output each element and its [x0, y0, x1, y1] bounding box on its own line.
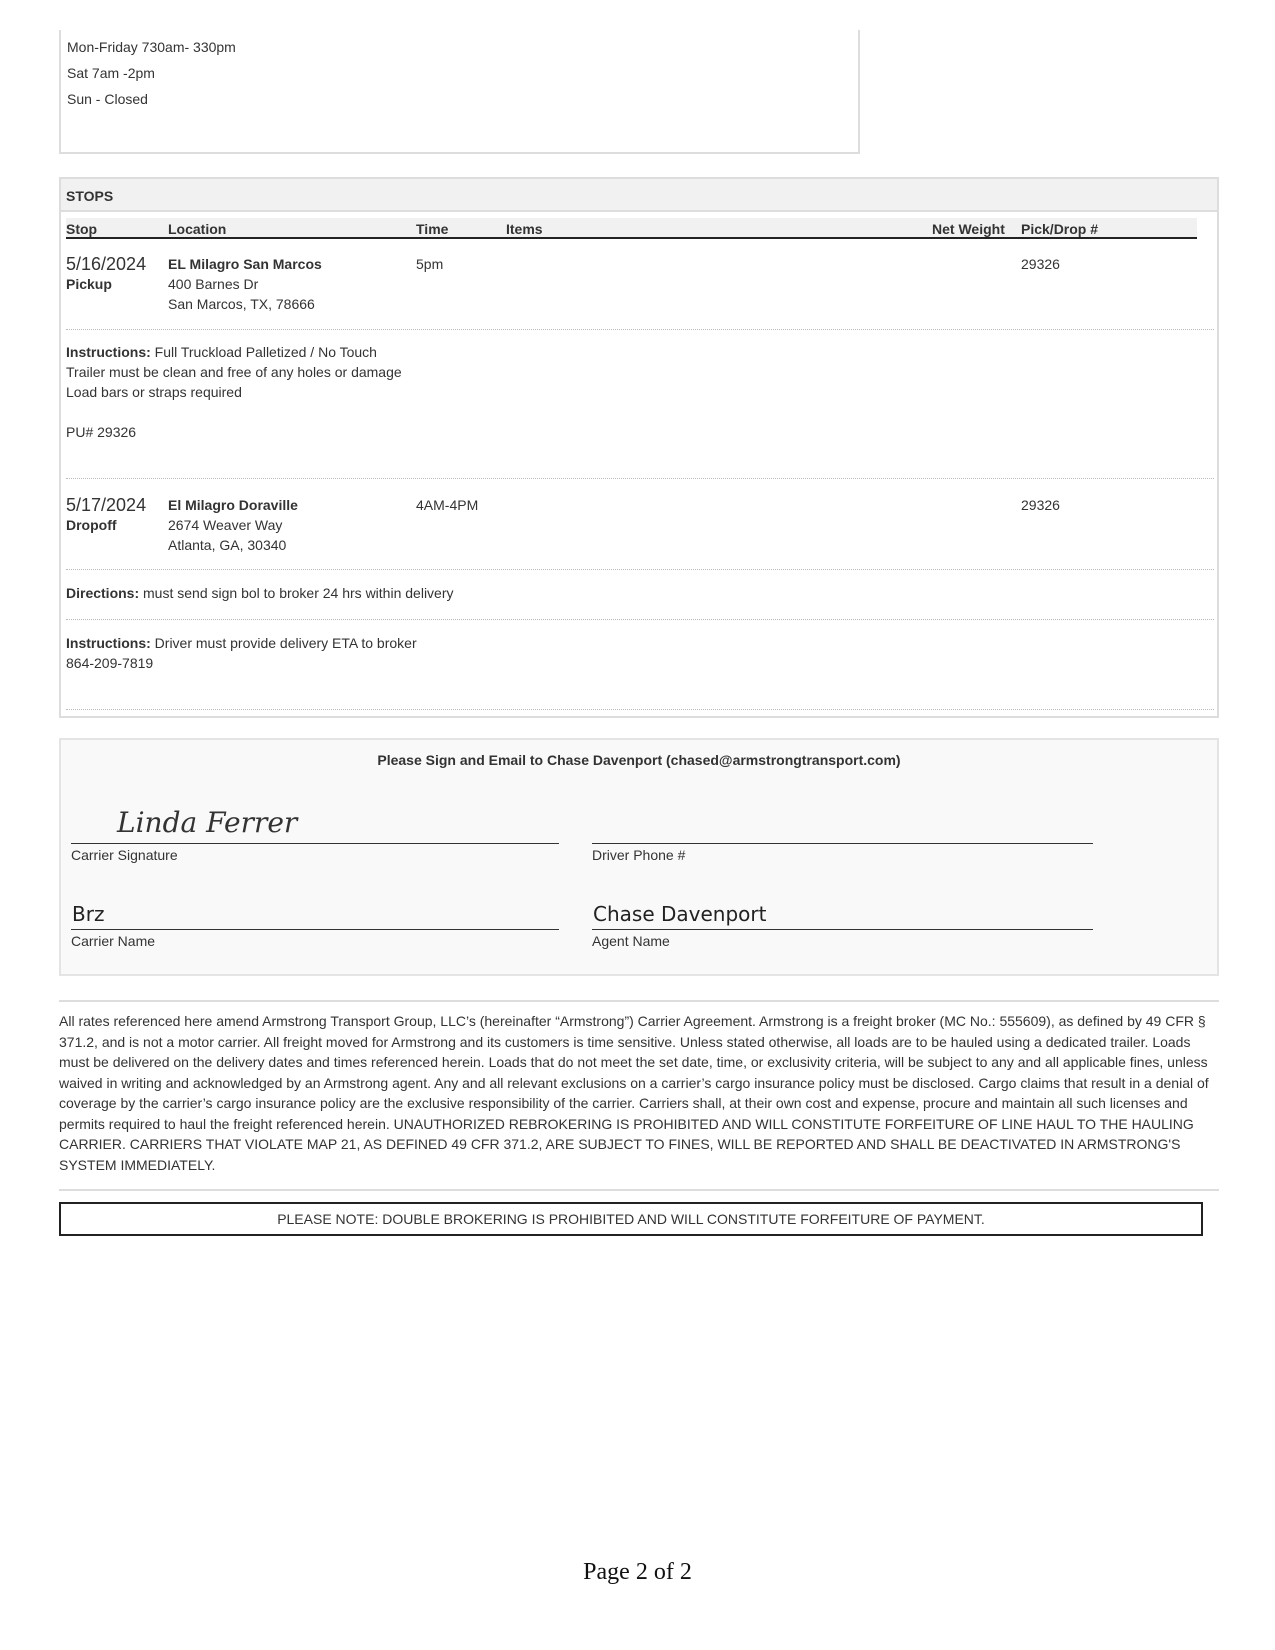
divider — [59, 1189, 1219, 1191]
hours-line: Mon-Friday 730am- 330pm — [67, 39, 236, 55]
svg-text:Linda Ferrer: Linda Ferrer — [117, 806, 298, 839]
instructions-text: Full Truckload Palletized / No Touch — [154, 344, 377, 360]
stop-time: 5pm — [416, 256, 444, 272]
column-header-location: Location — [168, 221, 227, 237]
stop-date: 5/16/2024 — [66, 254, 147, 274]
stops-heading: STOPS — [61, 179, 1217, 212]
instructions-label: Instructions: — [66, 635, 151, 651]
column-header-stop: Stop — [66, 221, 98, 237]
carrier-name-field[interactable] — [71, 929, 559, 949]
row-divider — [66, 569, 1214, 570]
location-address: 2674 Weaver Way — [168, 517, 283, 533]
carrier-name-label: Carrier Name — [71, 933, 156, 949]
dropoff-directions — [66, 583, 454, 603]
pick-drop-number: 29326 — [1021, 256, 1060, 272]
pu-number: PU# 29326 — [66, 424, 137, 440]
row-divider — [66, 478, 1214, 479]
carrier-signature-field[interactable] — [71, 843, 559, 863]
divider — [59, 1000, 1219, 1002]
receiving-hours-box — [59, 30, 860, 154]
hours-line: Sun - Closed — [67, 91, 148, 107]
dropoff-instructions — [66, 633, 417, 673]
stops-panel — [59, 177, 1219, 718]
column-header-pick-drop: Pick/Drop # — [1021, 221, 1099, 237]
row-divider — [66, 329, 1214, 330]
instructions-label: Instructions: — [66, 344, 151, 360]
driver-phone-field[interactable] — [592, 843, 1093, 863]
signature-panel — [59, 738, 1219, 976]
row-divider — [66, 619, 1214, 620]
column-header-net-weight: Net Weight — [932, 221, 1005, 237]
agent-name-field[interactable] — [592, 929, 1093, 949]
location-address: 400 Barnes Dr — [168, 276, 259, 292]
location-name: El Milagro Doraville — [168, 497, 298, 513]
pick-drop-number: 29326 — [1021, 497, 1060, 513]
table-row — [66, 495, 1214, 565]
broker-phone: 864-209-7819 — [66, 655, 154, 671]
stop-date: 5/17/2024 — [66, 495, 147, 515]
signature-instructions: Please Sign and Email to Chase Davenport (chased@armstrongtransport.com) — [377, 752, 901, 768]
location-city: Atlanta, GA, 30340 — [168, 537, 287, 553]
stop-type: Pickup — [66, 276, 112, 292]
hours-line: Sat 7am -2pm — [67, 65, 155, 81]
legal-terms: All rates referenced here amend Armstrong Transport Group, LLC’s (hereinafter “Armstrong”) Carrier Agreement. Armstrong is a freight broker (MC No.: 555609), as defined by 49 CFR § 371.2, and is not a motor carrier. All freight moved for Armstrong and its customers is time sensitive. Unless stated otherwise, all loads are to be hauled using a dedicated trailer. Loads must be delivered on the delivery dates and times referenced herein. Loads that do not meet the set date, time, or exclusivity criteria, will be subject to any and all applicable fines, unless waived in writing and acknowledged by an Armstrong agent. Any and all relevant exclusions on a carrier’s cargo insurance policy must be disclosed. Cargo claims that result in a denial of coverage by the carrier’s cargo insurance policy are the exclusive responsibility of the carrier. Carriers shall, at their own cost and expense, procure and maintain all such licenses and permits required to haul the freight referenced herein. UNAUTHORIZED REBROKERING IS PROHIBITED AND WILL CONSTITUTE FORFEITURE OF LINE HAUL TO THE HAULING CARRIER. CARRIERS THAT VIOLATE MAP 21, AS DEFINED 49 CFR 371.2, ARE SUBJECT TO FINES, WILL BE REPORTED AND SHALL BE DEACTIVATED IN ARMSTRONG'S SYSTEM IMMEDIATELY. — [59, 1013, 1209, 1173]
stop-time: 4AM-4PM — [416, 497, 479, 513]
double-brokering-notice: PLEASE NOTE: DOUBLE BROKERING IS PROHIBITED AND WILL CONSTITUTE FORFEITURE OF PAYMENT. — [59, 1202, 1203, 1236]
instructions-text: Trailer must be clean and free of any holes or damage — [66, 364, 402, 380]
instructions-text: Load bars or straps required — [66, 384, 242, 400]
row-divider — [66, 709, 1214, 710]
page-number: Page 2 of 2 — [583, 1559, 692, 1585]
directions-label: Directions: — [66, 585, 140, 601]
instructions-text: Driver must provide delivery ETA to broker — [154, 635, 417, 651]
driver-phone-label: Driver Phone # — [592, 847, 686, 863]
column-header-items: Items — [506, 221, 543, 237]
column-header-time: Time — [416, 221, 449, 237]
carrier-signature-label: Carrier Signature — [71, 847, 178, 863]
table-row — [66, 254, 1214, 324]
agent-name-value: Chase Davenport — [593, 902, 767, 926]
stop-type: Dropoff — [66, 517, 117, 533]
pickup-instructions — [66, 342, 402, 442]
directions-text: must send sign bol to broker 24 hrs within delivery — [143, 585, 454, 601]
handwritten-signature — [113, 800, 298, 840]
carrier-name-value: Brz — [72, 902, 105, 926]
agent-name-label: Agent Name — [592, 933, 670, 949]
table-header-row — [66, 218, 1197, 239]
stops-table-header — [66, 218, 1197, 239]
location-name: EL Milagro San Marcos — [168, 256, 322, 272]
location-city: San Marcos, TX, 78666 — [168, 296, 315, 312]
